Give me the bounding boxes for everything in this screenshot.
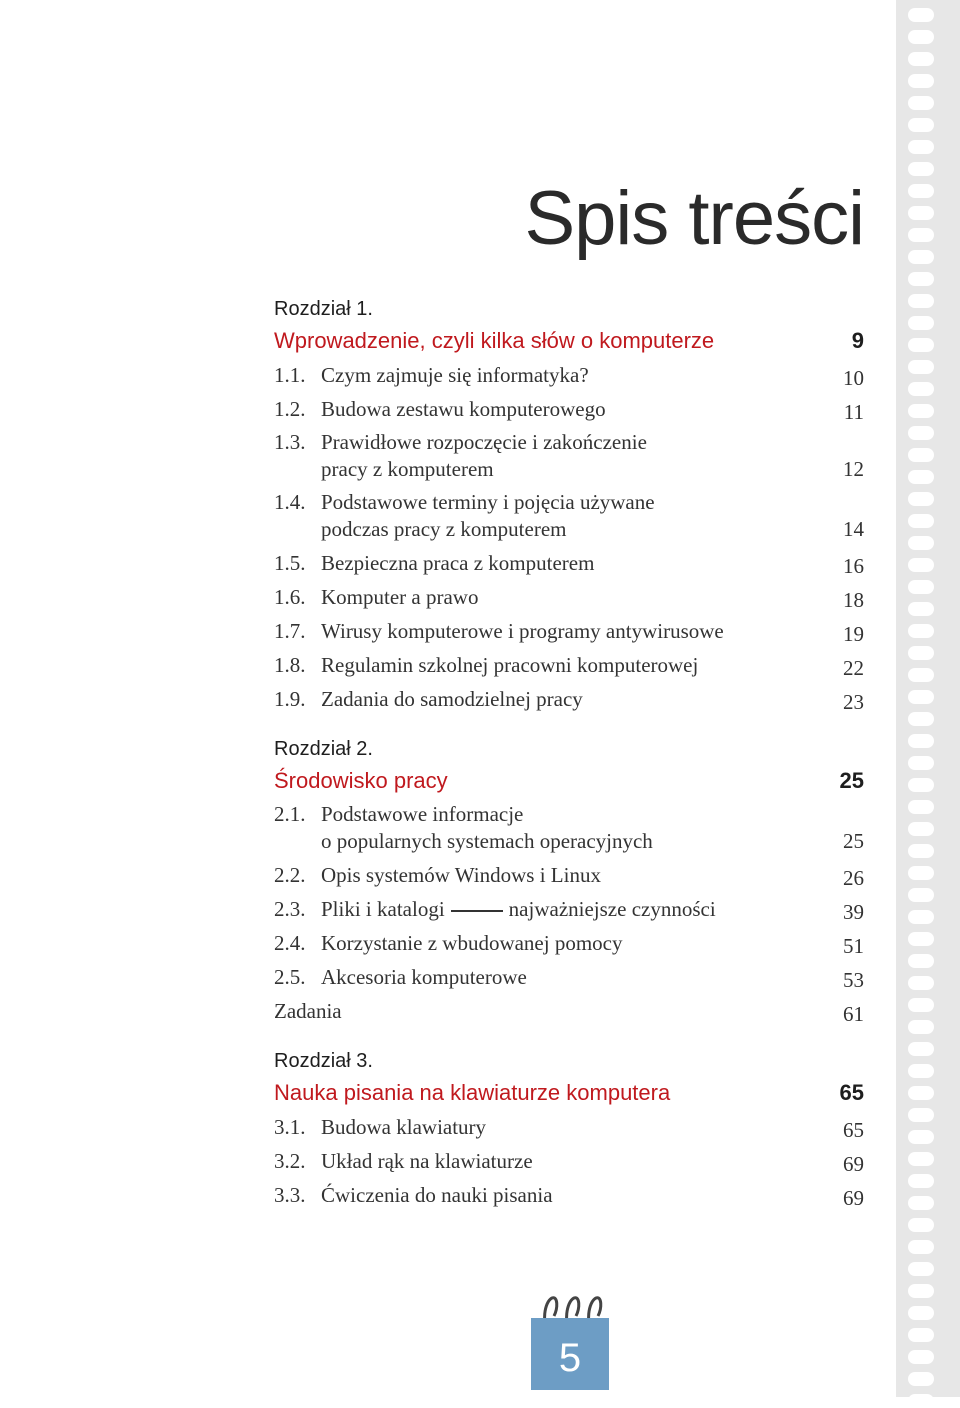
entry-title: Budowa klawiatury [321,1114,487,1139]
entry-page: 11 [843,400,864,424]
binding-hole [908,558,934,572]
toc-entry[interactable] [274,614,864,648]
entry-page: 18 [843,588,864,612]
binding-hole [908,360,934,374]
entry-page: 22 [843,656,864,680]
entry-title: Zadania [274,998,342,1023]
binding-hole [908,1262,934,1276]
chapter-title: Nauka pisania na klawiaturze komputera [274,1080,671,1105]
entry-title: Układ rąk na klawiaturze [321,1148,533,1173]
entry-page: 14 [843,517,864,541]
entry-number: 1.7. [274,618,306,643]
binding-hole [908,800,934,814]
binding-hole [908,52,934,66]
binding-hole [908,1108,934,1122]
entry-number: 1.9. [274,686,306,711]
binding-hole [908,1350,934,1364]
entry-page: 69 [843,1152,864,1176]
entry-number: 2.5. [274,964,306,989]
em-dash [451,910,503,912]
entry-title: Budowa zestawu komputerowego [321,396,606,421]
binding-hole [908,712,934,726]
toc-entry[interactable] [274,798,864,858]
entry-title: Podstawowe informacje [321,802,524,826]
binding-hole [908,1284,934,1298]
entry-title: Czym zajmuje się informatyka? [321,362,589,387]
entry-page: 26 [843,866,864,890]
binding-hole [908,1130,934,1144]
chapter-page: 25 [839,768,864,793]
entry-number: 1.3. [274,430,306,454]
binding-hole [908,96,934,110]
entry-page: 25 [843,829,864,853]
binding-hole [908,250,934,264]
entry-title-cont: podczas pracy z komputerem [321,517,567,541]
binding-hole [908,316,934,330]
entry-number: 2.4. [274,930,306,955]
toc-entry-tasks[interactable] [274,994,864,1028]
binding-hole [908,1218,934,1232]
chapter-title-row[interactable] [274,1076,864,1110]
chapter-title: Wprowadzenie, czyli kilka słów o komputerze [274,328,715,353]
entry-number: 1.6. [274,584,306,609]
toc-entry[interactable] [274,926,864,960]
entry-number: 3.2. [274,1148,306,1173]
binding-hole [908,1064,934,1078]
chapter-label: Rozdział 1. [274,298,373,320]
binding-hole [908,1152,934,1166]
binding-hole [908,580,934,594]
entry-title: Regulamin szkolnej pracowni komputerowej [321,652,699,677]
entry-page: 19 [843,622,864,646]
entry-title: Opis systemów Windows i Linux [321,862,601,887]
toc-entry[interactable] [274,392,864,426]
entry-number: 2.2. [274,862,306,887]
binding-hole [908,118,934,132]
binding-hole [908,338,934,352]
binding-hole [908,734,934,748]
binding-hole [908,74,934,88]
entry-page: 69 [843,1186,864,1210]
binding-hole [908,382,934,396]
toc-entry[interactable] [274,1110,864,1144]
entry-title: Komputer a prawo [321,584,479,609]
binding-hole [908,1372,934,1386]
entry-title: Zadania do samodzielnej pracy [321,686,583,711]
binding-hole [908,910,934,924]
binding-hole [908,1328,934,1342]
binding-hole [908,514,934,528]
toc-entry[interactable] [274,1144,864,1178]
entry-page: 39 [843,900,864,924]
chapter-title-row[interactable] [274,764,864,798]
entry-title: Korzystanie z wbudowanej pomocy [321,930,623,955]
chapter-3 [274,1046,864,1212]
page-number-box [531,1318,609,1390]
table-of-contents [274,294,864,1212]
toc-entry[interactable] [274,426,864,486]
entry-title: Prawidłowe rozpoczęcie i zakończenie [321,430,647,454]
binding-hole [908,30,934,44]
binding-hole [908,668,934,682]
entry-page: 23 [843,690,864,714]
toc-entry[interactable] [274,1178,864,1212]
entry-title: Bezpieczna praca z komputerem [321,550,595,575]
toc-entry[interactable] [274,358,864,392]
toc-entry[interactable] [274,580,864,614]
entry-title: Podstawowe terminy i pojęcia używane [321,490,655,514]
binding-hole [908,206,934,220]
chapter-2 [274,734,864,1028]
binding-hole [908,1174,934,1188]
binding-hole [908,1394,934,1408]
binding-hole [908,1020,934,1034]
binding-hole [908,778,934,792]
entry-number: 1.1. [274,362,306,387]
binding-hole [908,932,934,946]
entry-title-cont: najważniejsze czynności [508,896,716,921]
binding-hole [908,492,934,506]
binding-hole [908,976,934,990]
entry-number: 3.1. [274,1114,306,1139]
binding-hole [908,888,934,902]
entry-number: 2.3. [274,896,306,921]
entry-number: 3.3. [274,1182,306,1207]
entry-number: 1.2. [274,396,306,421]
binding-hole [908,536,934,550]
toc-entry[interactable] [274,858,864,892]
binding-hole [908,756,934,770]
binding-hole [908,844,934,858]
binding-hole [908,8,934,22]
entry-title: Akcesoria komputerowe [321,964,527,989]
binding-hole [908,404,934,418]
entry-title: Ćwiczenia do nauki pisania [321,1182,553,1207]
toc-entry[interactable] [274,682,864,716]
entry-number: 1.8. [274,652,306,677]
binding-hole [908,228,934,242]
toc-entry[interactable] [274,546,864,580]
entry-title-cont: o popularnych systemach operacyjnych [321,829,653,853]
page-number: 5 [558,1336,582,1380]
binding-hole [908,426,934,440]
binding-hole [908,646,934,660]
binding-hole [908,294,934,308]
chapter-title-row[interactable] [274,324,864,358]
binding-hole [908,822,934,836]
binding-hole [908,184,934,198]
chapter-1 [274,294,864,716]
entry-page: 10 [843,366,864,390]
binding-hole [908,1240,934,1254]
entry-page: 61 [843,1002,864,1026]
entry-page: 51 [843,934,864,958]
binding-hole [908,448,934,462]
toc-entry[interactable] [274,960,864,994]
entry-title: Pliki i katalogi [321,896,445,921]
entry-page: 12 [843,457,864,481]
page-title: Spis treści [524,176,864,261]
binding-hole [908,1042,934,1056]
binding-hole [908,140,934,154]
binding-hole [908,272,934,286]
entry-page: 16 [843,554,864,578]
binding-hole [908,866,934,880]
chapter-label: Rozdział 2. [274,738,373,760]
spiral-binding [896,0,960,1397]
binding-hole [908,954,934,968]
binding-hole [908,602,934,616]
entry-title-cont: pracy z komputerem [321,457,494,481]
chapter-page: 9 [851,328,864,353]
binding-hole [908,1196,934,1210]
toc-entry[interactable] [274,486,864,546]
binding-hole [908,470,934,484]
toc-entry[interactable] [274,892,864,926]
toc-entry[interactable] [274,648,864,682]
binding-hole [908,624,934,638]
entry-number: 2.1. [274,802,306,826]
binding-hole [908,1086,934,1100]
binding-hole [908,1306,934,1320]
entry-title: Wirusy komputerowe i programy antywirusowe [321,618,724,643]
entry-number: 1.5. [274,550,306,575]
chapter-label: Rozdział 3. [274,1050,373,1072]
chapter-title: Środowisko pracy [274,768,448,793]
entry-page: 53 [843,968,864,992]
binding-hole [908,162,934,176]
entry-page: 65 [843,1118,864,1142]
entry-number: 1.4. [274,490,306,514]
binding-hole [908,690,934,704]
binding-hole [908,998,934,1012]
chapter-page: 65 [839,1080,864,1105]
